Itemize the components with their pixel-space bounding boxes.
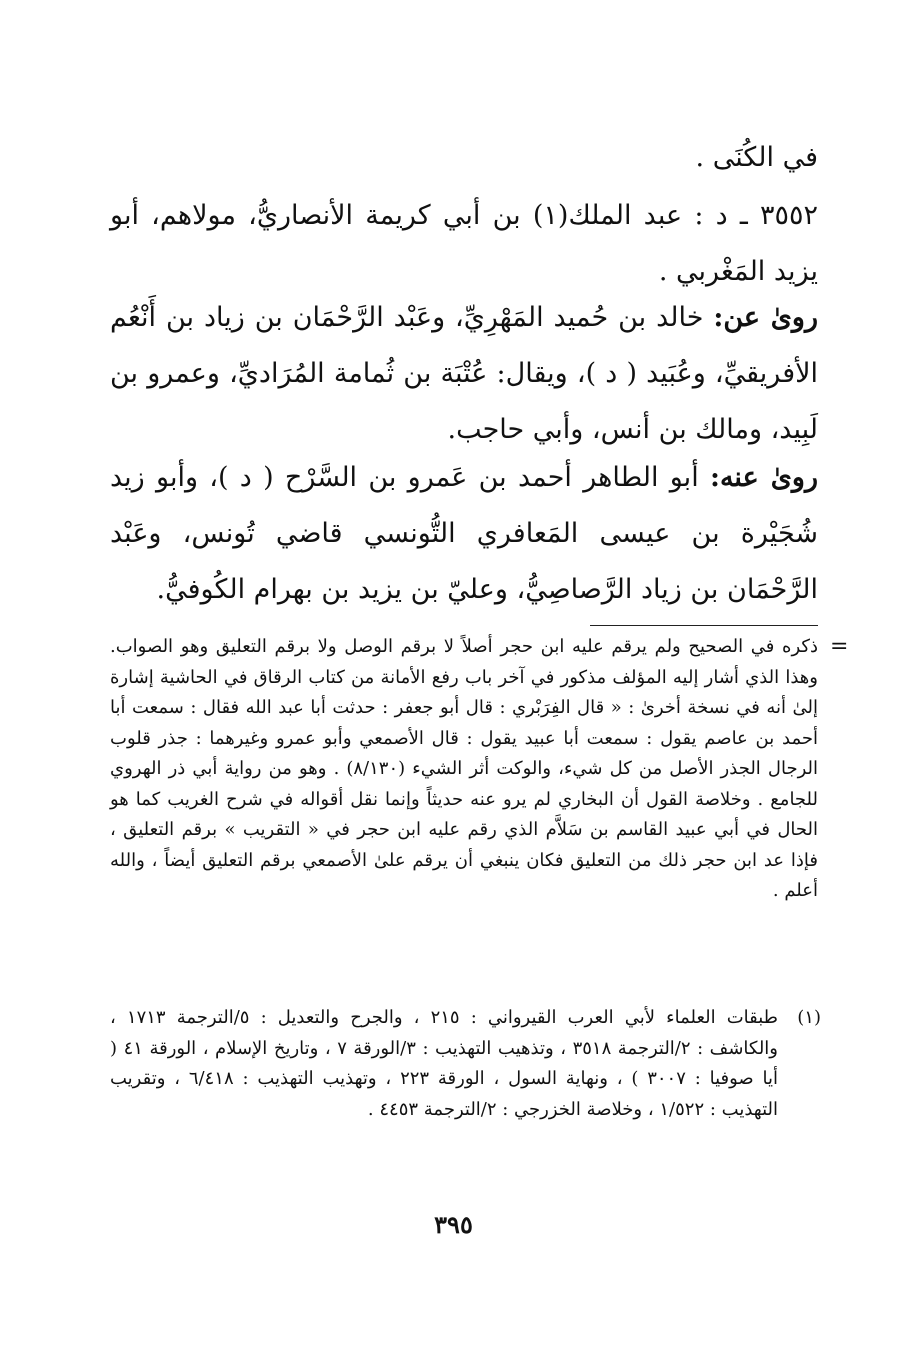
page-number: ٣٩٥ [434, 1210, 473, 1239]
continuation-line: في الكُنَى . [695, 142, 818, 173]
footnote-separator [590, 625, 818, 626]
footnote-continued-text: ذكره في الصحيح ولم يرقم عليه ابن حجر أصلاً لا برقم الوصل ولا برقم التعليق وهو الصواب. وهذا الذي أشار إليه المؤلف مذكور في آخر باب رفع الأمانة من كتاب الرقاق في الحاشية إشارة إلىٰ أنه في نسخة أخرىٰ : « قال الفِرَبْري : قال أبو جعفر : حدثت أبا عبد الله فقال : سمعت أبا أحمد بن عاصم يقول : سمعت أبا عبيد يقول : قال الأصمعي وأبو عمرو وغيرهما : جذر قلوب الرجال الجذر الأصل من كل شيء، والوكت أثر الشيء (٨/١٣٠) . وهو من رواية أبي ذر الهروي للجامع . وخلاصة القول أن البخاري لم يرو عنه حديثاً وإنما نقل أقواله في شرح الغريب كما هو الحال في أبي عبيد القاسم بن سَلاَّم الذي رقم عليه ابن حجر في « التقريب » برقم التعليق ، فإذا عد ابن حجر ذلك من التعليق فكان ينبغي أن يرقم علىٰ الأصمعي برقم التعليق أيضاً ، والله أعلم . [110, 636, 818, 901]
narrated-by-paragraph [110, 450, 818, 618]
narrated-by-text: أبو الطاهر أحمد بن عَمرو بن السَّرْح ( د )، وأبو زيد شُجَيْرة بن عيسى المَعافري التُّونسي قاضي تُونس، وعَبْد الرَّحْمَان بن زياد الرَّصاصِيُّ، وعليّ بن يزيد بن بهرام الكُوفيُّ. [110, 462, 818, 605]
narrated-from-text: خالد بن حُميد المَهْرِيِّ، وعَبْد الرَّحْمَان بن زياد بن أَنْعُم الأفريقيِّ، وعُبَيد ( د )، ويقال: عُتْبَة بن ثُمامة المُرَاديِّ، وعمرو بن لَبِيد، ومالك بن أنس، وأبي حاجب. [110, 302, 818, 445]
footnote-continuation-marker: = [830, 634, 849, 659]
narrated-by-label: روىٰ عنه: [709, 462, 818, 493]
entry-header: ٣٥٥٢ ـ د : عبد الملك(١) بن أبي كريمة الأنصاريُّ، مولاهم، أبو يزيد المَغْربي . [110, 200, 819, 287]
footnote-number-one: (١) [797, 1007, 821, 1028]
footnote-one-text: طبقات العلماء لأبي العرب القيرواني : ٢١٥ ، والجرح والتعديل : ٥/الترجمة ١٧١٣ ، والكاشف : ٢/الترجمة ٣٥١٨ ، وتذهيب التهذيب : ٣/الورقة ٧ ، وتاريخ الإسلام ، الورقة ٤١ ( أيا صوفيا : ٣٠٠٧ ) ، ونهاية السول ، الورقة ٢٢٣ ، وتهذيب التهذيب : ٦/٤١٨ ، وتقريب التهذيب : ١/٥٢٢ ، وخلاصة الخزرجي : ٢/الترجمة ٤٤٥٣ . [110, 1007, 779, 1120]
narrated-from-label: روىٰ عن: [713, 302, 818, 333]
narrated-from-paragraph [110, 290, 818, 458]
